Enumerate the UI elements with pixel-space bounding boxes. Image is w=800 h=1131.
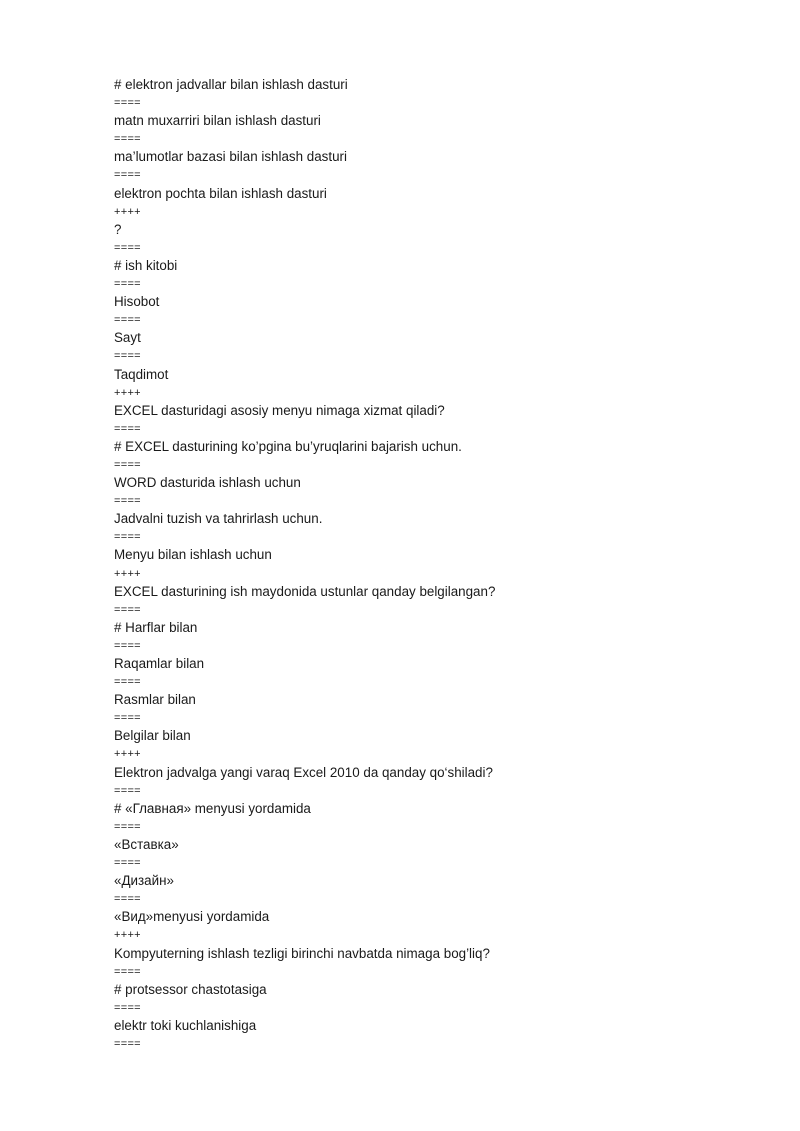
option-separator: ==== [114, 241, 141, 254]
question-separator: ++++ [114, 386, 141, 399]
option-separator: ==== [114, 893, 141, 906]
option-separator: ==== [114, 1037, 141, 1050]
option-separator: ==== [114, 857, 141, 870]
text-line: Elektron jadvalga yangi varaq Excel 2010 da qanday qo‘shiladi? [114, 764, 493, 780]
option-separator: ==== [114, 784, 141, 797]
text-line: Belgilar bilan [114, 728, 191, 744]
option-separator: ==== [114, 314, 141, 327]
text-line: ma’lumotlar bazasi bilan ishlash dasturi [114, 149, 347, 165]
option-separator: ==== [114, 531, 141, 544]
text-line: «Вид»menyusi yordamida [114, 909, 270, 925]
text-line: Rasmlar bilan [114, 692, 196, 708]
option-separator: ==== [114, 350, 141, 363]
correct-answer-line: # «Главная» menyusi yordamida [114, 800, 311, 816]
text-line: WORD dasturida ishlash uchun [114, 475, 301, 491]
option-separator: ==== [114, 278, 141, 291]
document-text [114, 76, 754, 1053]
option-separator: ==== [114, 965, 141, 978]
text-line: Raqamlar bilan [114, 656, 205, 671]
text-line: EXCEL dasturidagi asosiy menyu nimaga xizmat qiladi? [114, 402, 445, 418]
correct-answer-line: # EXCEL dasturining ko’pgina bu’yruqlarini bajarish uchun. [114, 438, 462, 454]
question-separator: ++++ [114, 205, 141, 218]
option-separator: ==== [114, 133, 141, 146]
question-separator: ++++ [114, 929, 141, 942]
text-line: matn muxarriri bilan ishlash dasturi [114, 113, 321, 129]
question-separator: ++++ [114, 567, 141, 580]
text-line: elektron pochta bilan ishlash dasturi [114, 185, 327, 201]
option-separator: ==== [114, 820, 141, 833]
correct-answer-line: # protsessor chastotasiga [114, 981, 267, 997]
text-line: EXCEL dasturining ish maydonida ustunlar qanday belgilangan? [114, 583, 496, 599]
text-line: ? [114, 221, 122, 237]
question-separator: ++++ [114, 748, 141, 761]
option-separator: ==== [114, 422, 141, 435]
option-separator: ==== [114, 712, 141, 725]
text-line: Taqdimot [114, 366, 169, 382]
option-separator: ==== [114, 97, 141, 110]
option-separator: ==== [114, 169, 141, 182]
option-separator: ==== [114, 495, 141, 508]
option-separator: ==== [114, 458, 141, 471]
correct-answer-line: # Harflar bilan [114, 619, 198, 635]
text-line: Jadvalni tuzish va tahrirlash uchun. [114, 511, 323, 527]
text-line: «Дизайн» [114, 873, 174, 889]
option-separator: ==== [114, 639, 141, 652]
text-line: Sayt [114, 330, 141, 346]
text-line: Menyu bilan ishlash uchun [114, 547, 272, 563]
option-separator: ==== [114, 1001, 141, 1014]
option-separator: ==== [114, 603, 141, 616]
option-separator: ==== [114, 676, 141, 689]
correct-answer-line: # ish kitobi [114, 257, 178, 273]
text-line: Hisobot [114, 294, 160, 310]
text-line: Kompyuterning ishlash tezligi birinchi navbatda nimaga bog’liq? [114, 945, 490, 961]
correct-answer-line: # elektron jadvallar bilan ishlash dasturi [114, 77, 348, 92]
text-line: elektr toki kuchlanishiga [114, 1017, 257, 1033]
text-line: «Вставка» [114, 836, 179, 852]
